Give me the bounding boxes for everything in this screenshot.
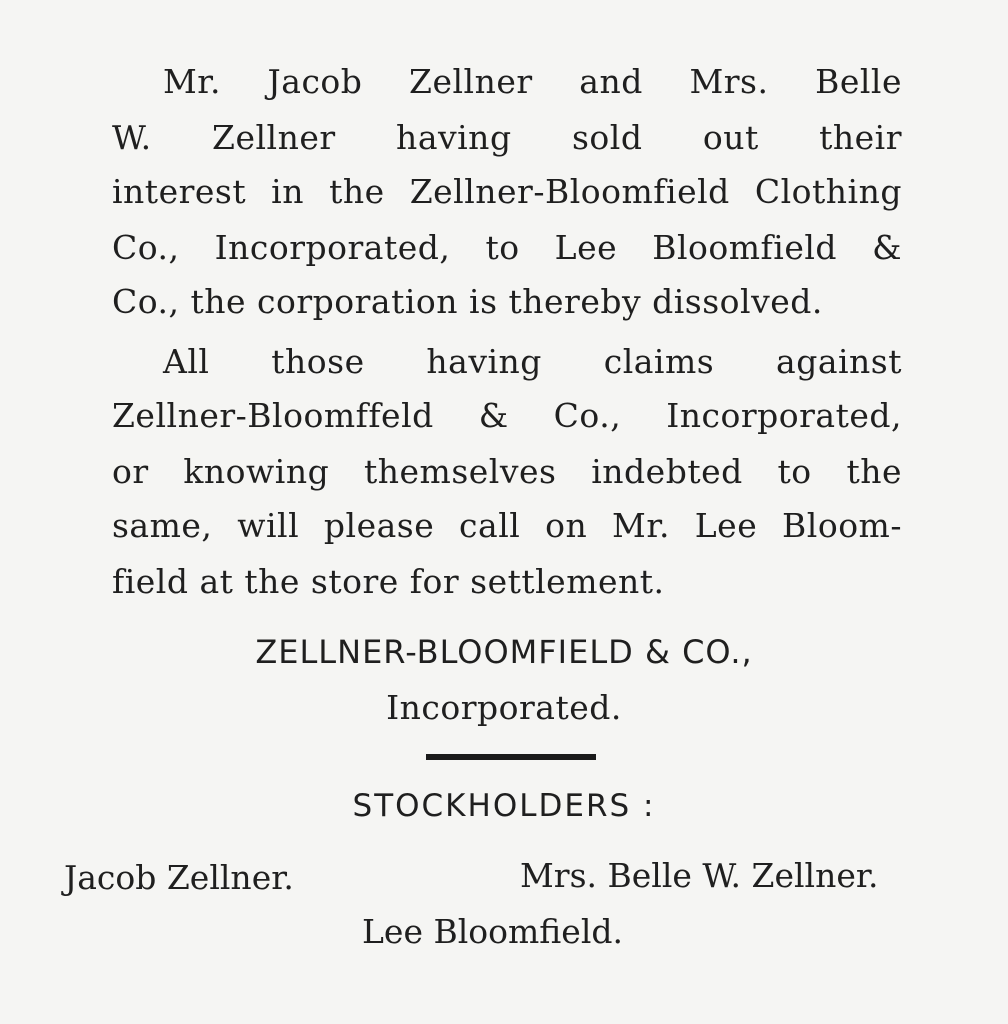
- paragraph1-line5: Co., the corporation is thereby dissolved.: [112, 282, 823, 321]
- company-incorporated: Incorporated.: [386, 688, 622, 727]
- paragraph2-line1: All those having claims against: [163, 342, 902, 381]
- paragraph2-line5: field at the store for settlement.: [112, 562, 665, 601]
- stockholders-heading: STOCKHOLDERS :: [352, 788, 656, 824]
- stockholder-belle-zellner: Mrs. Belle W. Zellner.: [520, 856, 879, 895]
- paragraph2-line2: Zellner-Bloomffeld & Co., Incorporated,: [112, 396, 902, 435]
- paragraph2-line3: or knowing themselves indebted to the: [112, 452, 902, 491]
- stockholder-lee-bloomfield: Lee Bloomfield.: [362, 912, 624, 951]
- paragraph1-line3: interest in the Zellner-Bloomfield Clothing: [112, 172, 902, 211]
- company-signature: ZELLNER-BLOOMFIELD & CO.,: [255, 633, 753, 671]
- paragraph1-line2: W. Zellner having sold out their: [112, 118, 902, 157]
- stockholder-jacob-zellner: Jacob Zellner.: [64, 858, 294, 897]
- paragraph1-line1: Mr. Jacob Zellner and Mrs. Belle: [163, 62, 902, 101]
- paragraph1-line4: Co., Incorporated, to Lee Bloomfield &: [112, 228, 902, 267]
- divider-rule: [426, 754, 596, 760]
- paragraph2-line4: same, will please call on Mr. Lee Bloom-: [112, 506, 902, 545]
